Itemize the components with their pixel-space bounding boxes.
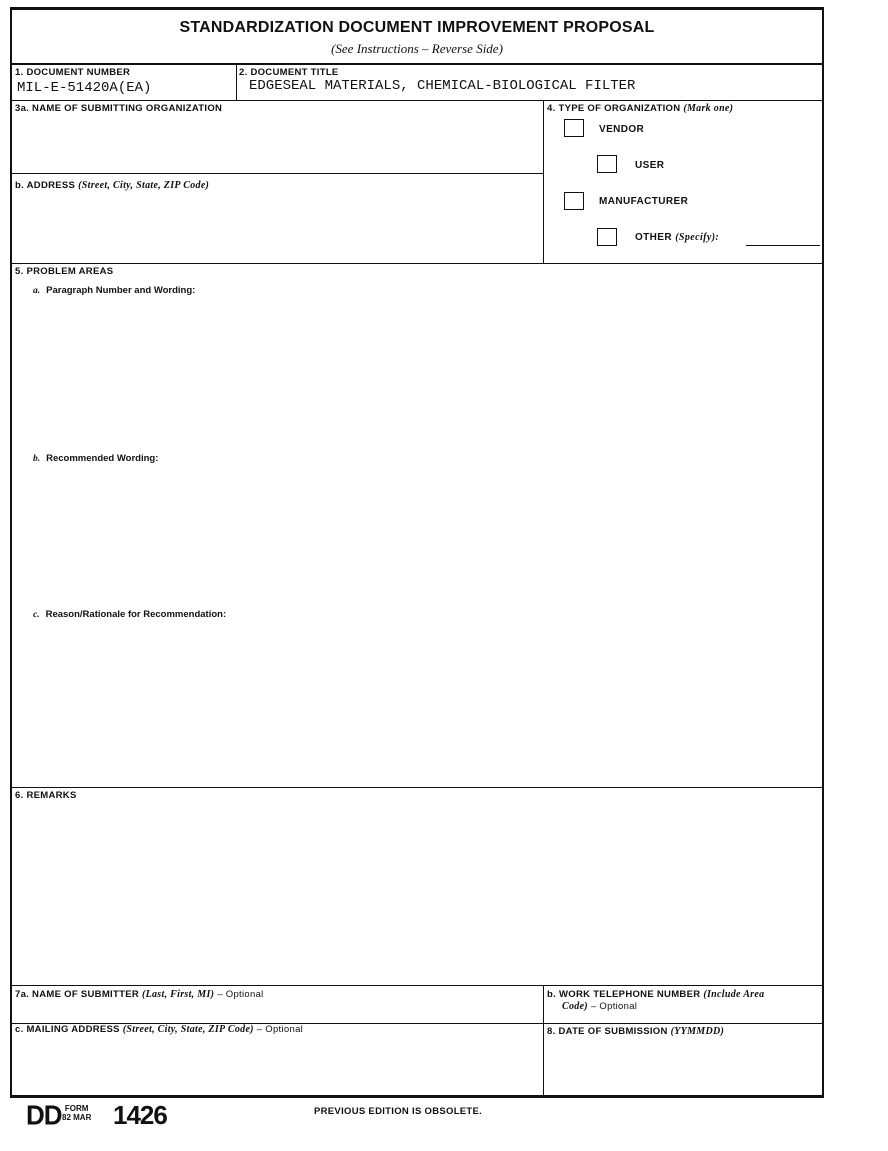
manufacturer-label: MANUFACTURER <box>599 196 689 207</box>
submitter-column-divider <box>543 985 544 1097</box>
doc-number-divider <box>236 64 237 100</box>
mailing-address-field[interactable] <box>15 1040 539 1092</box>
manufacturer-checkbox[interactable] <box>564 192 584 210</box>
org-type-label: 4. TYPE OF ORGANIZATION (Mark one) <box>547 103 734 114</box>
form-number: 1426 <box>113 1100 167 1130</box>
work-phone-label: b. WORK TELEPHONE NUMBER (Include Area Code) – Optional <box>547 989 765 1012</box>
form-word-block <box>62 1104 91 1122</box>
row1-divider <box>12 100 824 101</box>
form-date: 82 MAR <box>62 1113 92 1122</box>
form-subtitle: (See Instructions – Reverse Side) <box>331 41 503 56</box>
form-word: FORM <box>64 1104 89 1113</box>
org-address-label: b. ADDRESS (Street, City, State, ZIP Code) <box>15 180 210 191</box>
submitter-name-field[interactable] <box>15 1003 539 1021</box>
doc-number-field[interactable]: MIL-E-51420A(EA) <box>17 80 152 96</box>
recommended-wording-label: b. Recommended Wording: <box>33 453 159 464</box>
other-checkbox[interactable] <box>597 228 617 246</box>
other-specify-field[interactable] <box>746 245 820 246</box>
problem-areas-label: 5. PROBLEM AREAS <box>15 266 114 277</box>
other-label: OTHER (Specify): <box>635 232 720 243</box>
doc-title-field[interactable]: EDGESEAL MATERIALS, CHEMICAL-BIOLOGICAL FILTER <box>249 78 636 94</box>
remarks-label: 6. REMARKS <box>15 790 77 801</box>
rationale-field[interactable] <box>33 624 813 782</box>
problem-areas-divider <box>12 787 824 788</box>
paragraph-wording-field[interactable] <box>33 300 813 445</box>
org-type-divider <box>543 100 544 263</box>
submission-date-field[interactable] <box>547 1042 817 1092</box>
doc-number-label: 1. DOCUMENT NUMBER <box>15 67 131 78</box>
submitter-name-label: 7a. NAME OF SUBMITTER (Last, First, MI) – Optional <box>15 989 264 1000</box>
obsolete-note: PREVIOUS EDITION IS OBSOLETE. <box>314 1106 483 1117</box>
header-divider <box>12 63 824 65</box>
paragraph-wording-label: a. Paragraph Number and Wording: <box>33 285 196 296</box>
vendor-checkbox[interactable] <box>564 119 584 137</box>
org-name-divider <box>12 173 543 174</box>
rationale-label: c. Reason/Rationale for Recommendation: <box>33 609 227 620</box>
user-checkbox[interactable] <box>597 155 617 173</box>
submission-date-label: 8. DATE OF SUBMISSION (YYMMDD) <box>547 1026 725 1037</box>
org-name-field[interactable] <box>15 118 539 170</box>
doc-title-label: 2. DOCUMENT TITLE <box>239 67 339 78</box>
mailing-address-label: c. MAILING ADDRESS (Street, City, State, ZIP Code) – Optional <box>15 1024 304 1035</box>
form-dd-mark: DD <box>26 1099 62 1131</box>
form-title: STANDARDIZATION DOCUMENT IMPROVEMENT PROPOSAL <box>179 19 655 36</box>
org-name-label: 3a. NAME OF SUBMITTING ORGANIZATION <box>15 103 223 114</box>
remarks-divider <box>12 985 824 986</box>
vendor-label: VENDOR <box>599 124 645 135</box>
org-address-field[interactable] <box>15 195 539 259</box>
row3-divider <box>12 263 824 264</box>
remarks-field[interactable] <box>15 806 815 981</box>
user-label: USER <box>635 160 665 171</box>
recommended-wording-field[interactable] <box>33 468 813 603</box>
